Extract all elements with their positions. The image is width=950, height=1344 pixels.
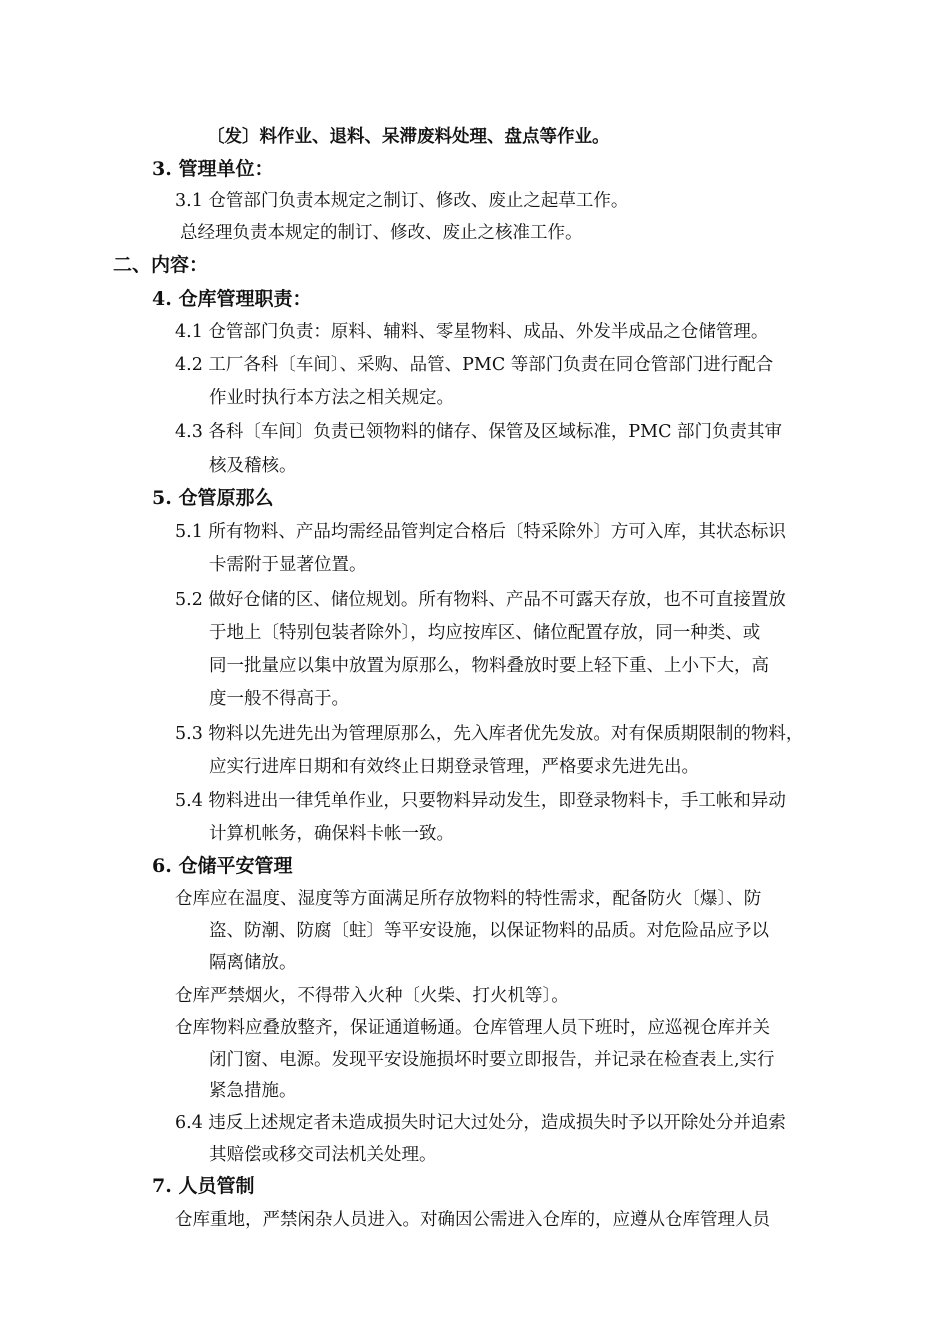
para-5-2-line1: 5.2 做好仓储的区、储位规划。所有物料、产品不可露天存放，也不可直接置放 — [175, 590, 786, 610]
para-5-3-line2: 应实行进库日期和有效终止日期登录管理，严格要求先进先出。 — [209, 757, 699, 777]
para-4-3-line1: 4.3 各科〔车间〕负责已领物料的储存、保管及区域标准，PMC 部门负责其审 — [175, 422, 783, 442]
para-5-1-line2: 卡需附于显著位置。 — [209, 555, 367, 575]
section-4-heading: 4. 仓库管理职责： — [152, 288, 312, 310]
para-6-3-line2: 闭门窗、电源。发现平安设施损坏时要立即报告，并记录在检查表上,实行 — [209, 1050, 775, 1070]
para-6-1-line2: 盗、防潮、防腐〔蛀〕等平安设施，以保证物料的品质。对危险品应予以 — [209, 921, 769, 941]
para-3-2: 总经理负责本规定的制订、修改、废止之核准工作。 — [180, 223, 583, 243]
para-5-2-line2: 于地上〔特别包装者除外〕，均应按库区、储位配置存放，同一种类、或 — [209, 623, 761, 643]
para-4-2-line2: 作业时执行本方法之相关规定。 — [209, 388, 454, 408]
para-5-2-line3: 同一批量应以集中放置为原那么，物料叠放时要上轻下重、上小下大，高 — [209, 656, 769, 676]
para-6-1-line3: 隔离储放。 — [209, 953, 297, 973]
para-5-4-line1: 5.4 物料进出一律凭单作业，只要物料异动发生，即登录物料卡，手工帐和异动 — [175, 791, 786, 811]
para-5-4-line2: 计算机帐务，确保料卡帐一致。 — [209, 824, 454, 844]
para-6-3-line3: 紧急措施。 — [209, 1081, 297, 1101]
section-3-heading: 3. 管理单位： — [152, 158, 274, 180]
para-4-2-line1: 4.2 工厂各科〔车间〕、采购、品管、PMC 等部门负责在同仓管部门进行配合 — [175, 355, 774, 375]
section-5-heading: 5. 仓管原那么 — [152, 487, 274, 509]
para-4-1: 4.1 仓管部门负责：原料、辅料、零星物料、成品、外发半成品之仓储管理。 — [175, 322, 769, 342]
section-7-heading: 7. 人员管制 — [152, 1175, 255, 1197]
para-6-4-line2: 其赔偿或移交司法机关处理。 — [209, 1145, 437, 1165]
para-5-3-line1: 5.3 物料以先进先出为管理原那么，先入库者优先发放。对有保质期限制的物料， — [175, 724, 804, 744]
para-5-1-line1: 5.1 所有物料、产品均需经品管判定合格后〔特采除外〕方可入库，其状态标识 — [175, 522, 786, 542]
para-6-2: 仓库严禁烟火，不得带入火种〔火柴、打火机等〕。 — [175, 986, 569, 1006]
part-2-heading: 二、内容： — [113, 254, 209, 276]
para-6-1-line1: 仓库应在温度、湿度等方面满足所存放物料的特性需求，配备防火〔爆〕、防 — [175, 889, 762, 909]
para-4-3-line2: 核及稽核。 — [209, 456, 297, 476]
para-7-1-line1: 仓库重地，严禁闲杂人员进入。对确因公需进入仓库的，应遵从仓库管理人员 — [175, 1210, 770, 1230]
para-3-1: 3.1 仓管部门负责本规定之制订、修改、废止之起草工作。 — [175, 191, 629, 211]
para-5-2-line4: 度一般不得高于。 — [209, 689, 349, 709]
scope-continuation: 〔发〕料作业、退料、呆滞废料处理、盘点等作业。 — [207, 127, 610, 147]
para-6-4-line1: 6.4 违反上述规定者未造成损失时记大过处分，造成损失时予以开除处分并追索 — [175, 1113, 786, 1133]
section-6-heading: 6. 仓储平安管理 — [152, 855, 293, 877]
para-6-3-line1: 仓库物料应叠放整齐，保证通道畅通。仓库管理人员下班时，应巡视仓库并关 — [175, 1018, 770, 1038]
